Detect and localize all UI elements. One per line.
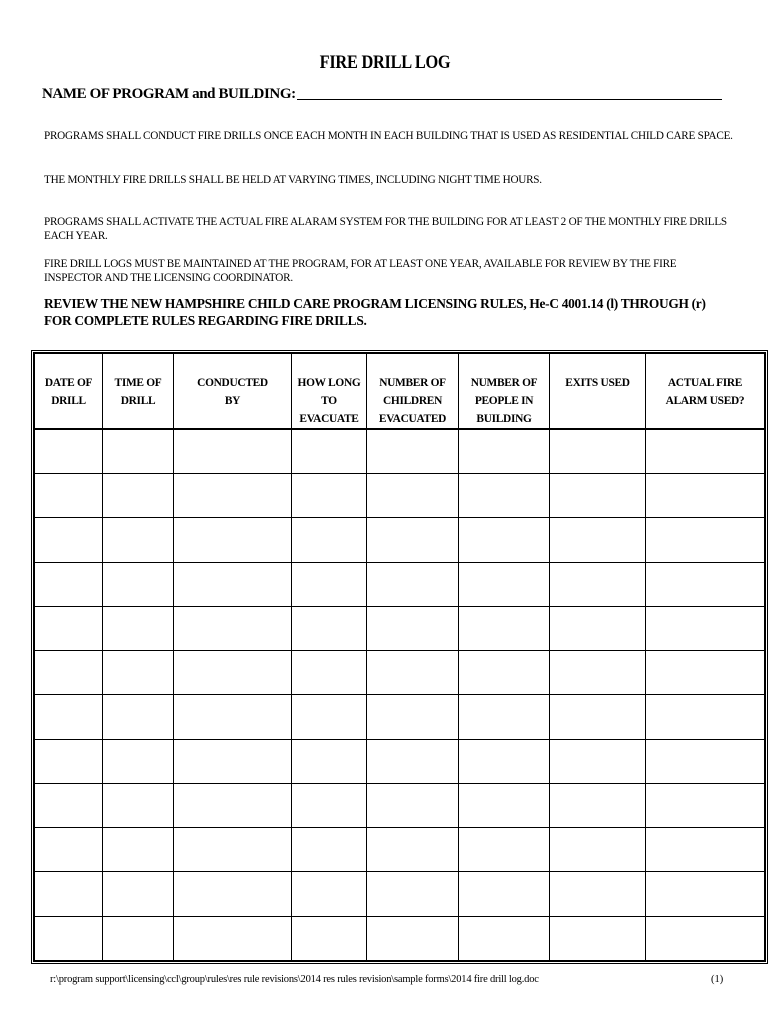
table-cell-how-long-to-evacuate[interactable] [292,651,367,695]
table-cell-actual-fire-alarm-used[interactable] [646,651,765,695]
table-cell-how-long-to-evacuate[interactable] [292,739,367,783]
table-row [35,828,765,872]
table-cell-number-of-people-in-building[interactable] [459,518,550,562]
table-cell-number-of-children-evacuated[interactable] [367,429,459,474]
instruction-alarm-system: PROGRAMS SHALL ACTIVATE THE ACTUAL FIRE ALARAM SYSTEM FOR THE BUILDING FOR AT LEAST 2 OF THE MONTHLY FIRE DRILLS EACH YEAR. [44,216,727,242]
table-cell-date-of-drill[interactable] [35,429,103,474]
table-cell-actual-fire-alarm-used[interactable] [646,695,765,739]
column-header-actual-fire-alarm-used: ACTUAL FIRE ALARM USED? [646,354,765,430]
table-row [35,916,765,960]
table-cell-time-of-drill[interactable] [103,518,174,562]
table-cell-how-long-to-evacuate[interactable] [292,429,367,474]
table-cell-how-long-to-evacuate[interactable] [292,562,367,606]
column-header-date-of-drill: DATE OF DRILL [35,354,103,430]
table-cell-number-of-children-evacuated[interactable] [367,474,459,518]
table-cell-time-of-drill[interactable] [103,651,174,695]
table-cell-exits-used[interactable] [550,651,646,695]
table-row [35,651,765,695]
table-cell-exits-used[interactable] [550,606,646,650]
table-cell-number-of-people-in-building[interactable] [459,651,550,695]
table-cell-exits-used[interactable] [550,562,646,606]
column-header-time-of-drill: TIME OF DRILL [103,354,174,430]
table-cell-actual-fire-alarm-used[interactable] [646,916,765,960]
table-cell-number-of-people-in-building[interactable] [459,828,550,872]
table-cell-number-of-people-in-building[interactable] [459,606,550,650]
table-cell-number-of-children-evacuated[interactable] [367,651,459,695]
table-cell-actual-fire-alarm-used[interactable] [646,872,765,916]
table-row [35,783,765,827]
table-row [35,606,765,650]
table-cell-number-of-people-in-building[interactable] [459,562,550,606]
footer-file-path: r:\program support\licensing\ccl\group\rules\res rule revisions\2014 res rules revision\sample forms\2014 fire drill log.doc [50,974,539,985]
table-cell-number-of-children-evacuated[interactable] [367,872,459,916]
column-header-number-of-children-evacuated: NUMBER OF CHILDREN EVACUATED [367,354,459,430]
table-cell-conducted-by[interactable] [174,872,292,916]
table-cell-number-of-children-evacuated[interactable] [367,695,459,739]
table-cell-conducted-by[interactable] [174,695,292,739]
table-cell-exits-used[interactable] [550,916,646,960]
table-cell-number-of-people-in-building[interactable] [459,783,550,827]
table-body [35,429,765,961]
table-cell-date-of-drill[interactable] [35,562,103,606]
table-cell-actual-fire-alarm-used[interactable] [646,474,765,518]
footer-page-number: (1) [711,974,724,985]
program-name-label: NAME OF PROGRAM and BUILDING: [42,86,296,102]
table-cell-number-of-children-evacuated[interactable] [367,783,459,827]
column-header-conducted-by: CONDUCTED BY [174,354,292,430]
table-row [35,429,765,474]
table-cell-number-of-children-evacuated[interactable] [367,606,459,650]
column-header-how-long-to-evacuate: HOW LONG TO EVACUATE [292,354,367,430]
table-cell-date-of-drill[interactable] [35,695,103,739]
table-cell-time-of-drill[interactable] [103,606,174,650]
table-cell-conducted-by[interactable] [174,828,292,872]
table-cell-number-of-people-in-building[interactable] [459,916,550,960]
table-cell-date-of-drill[interactable] [35,651,103,695]
table-cell-number-of-people-in-building[interactable] [459,429,550,474]
table-cell-conducted-by[interactable] [174,429,292,474]
table-cell-date-of-drill[interactable] [35,783,103,827]
table-cell-time-of-drill[interactable] [103,695,174,739]
table-cell-actual-fire-alarm-used[interactable] [646,429,765,474]
table-cell-how-long-to-evacuate[interactable] [292,695,367,739]
table-cell-number-of-children-evacuated[interactable] [367,562,459,606]
instruction-review-rules: REVIEW THE NEW HAMPSHIRE CHILD CARE PROGRAM LICENSING RULES, He-C 4001.14 (l) THROUGH (r) FOR COMPLETE RULES REGARDING FIRE DRILLS. [44,296,706,328]
program-name-field[interactable] [297,85,722,100]
table-cell-actual-fire-alarm-used[interactable] [646,783,765,827]
table-cell-how-long-to-evacuate[interactable] [292,828,367,872]
table-cell-time-of-drill[interactable] [103,562,174,606]
table-header-row [35,354,765,430]
table-cell-date-of-drill[interactable] [35,606,103,650]
table-cell-number-of-people-in-building[interactable] [459,739,550,783]
table-cell-how-long-to-evacuate[interactable] [292,474,367,518]
table-cell-actual-fire-alarm-used[interactable] [646,562,765,606]
table-cell-exits-used[interactable] [550,695,646,739]
table-cell-time-of-drill[interactable] [103,916,174,960]
table-cell-exits-used[interactable] [550,474,646,518]
table-cell-how-long-to-evacuate[interactable] [292,518,367,562]
table-cell-exits-used[interactable] [550,739,646,783]
column-header-number-of-people-in-building: NUMBER OF PEOPLE IN BUILDING [459,354,550,430]
table-row [35,872,765,916]
program-name-row [42,85,722,103]
table-row [35,562,765,606]
column-header-exits-used: EXITS USED [550,354,646,430]
table-cell-time-of-drill[interactable] [103,783,174,827]
table-cell-time-of-drill[interactable] [103,872,174,916]
table-cell-conducted-by[interactable] [174,518,292,562]
table-cell-exits-used[interactable] [550,518,646,562]
table-row [35,518,765,562]
table-row [35,739,765,783]
table-cell-how-long-to-evacuate[interactable] [292,606,367,650]
table-cell-time-of-drill[interactable] [103,474,174,518]
table-cell-actual-fire-alarm-used[interactable] [646,828,765,872]
table-cell-date-of-drill[interactable] [35,739,103,783]
table-cell-exits-used[interactable] [550,872,646,916]
table-cell-time-of-drill[interactable] [103,429,174,474]
table-row [35,474,765,518]
table-cell-number-of-children-evacuated[interactable] [367,518,459,562]
table-cell-number-of-children-evacuated[interactable] [367,739,459,783]
table-cell-date-of-drill[interactable] [35,916,103,960]
table-cell-conducted-by[interactable] [174,474,292,518]
table-cell-conducted-by[interactable] [174,562,292,606]
table-cell-number-of-children-evacuated[interactable] [367,916,459,960]
table-cell-number-of-people-in-building[interactable] [459,872,550,916]
table-cell-date-of-drill[interactable] [35,474,103,518]
table-cell-number-of-people-in-building[interactable] [459,695,550,739]
table-cell-exits-used[interactable] [550,429,646,474]
table-cell-conducted-by[interactable] [174,783,292,827]
table-cell-exits-used[interactable] [550,783,646,827]
instruction-varying-times: THE MONTHLY FIRE DRILLS SHALL BE HELD AT VARYING TIMES, INCLUDING NIGHT TIME HOURS. [44,174,542,186]
table-cell-date-of-drill[interactable] [35,828,103,872]
table-cell-exits-used[interactable] [550,828,646,872]
table-cell-conducted-by[interactable] [174,916,292,960]
table-row [35,695,765,739]
table-cell-conducted-by[interactable] [174,651,292,695]
page-title: FIRE DRILL LOG [319,52,451,73]
table-cell-conducted-by[interactable] [174,606,292,650]
table-cell-how-long-to-evacuate[interactable] [292,916,367,960]
instruction-log-retention: FIRE DRILL LOGS MUST BE MAINTAINED AT THE PROGRAM, FOR AT LEAST ONE YEAR, AVAILABLE FOR REVIEW BY THE FIRE INSPECTOR AND THE LICENSING COORDINATOR. [44,258,677,284]
table-cell-date-of-drill[interactable] [35,872,103,916]
table-cell-time-of-drill[interactable] [103,739,174,783]
table-cell-how-long-to-evacuate[interactable] [292,872,367,916]
table-cell-actual-fire-alarm-used[interactable] [646,606,765,650]
table-cell-how-long-to-evacuate[interactable] [292,783,367,827]
table-cell-actual-fire-alarm-used[interactable] [646,739,765,783]
instruction-monthly-drills: PROGRAMS SHALL CONDUCT FIRE DRILLS ONCE EACH MONTH IN EACH BUILDING THAT IS USED AS RESIDENTIAL CHILD CARE SPACE. [44,130,733,142]
table-cell-number-of-children-evacuated[interactable] [367,828,459,872]
table-cell-date-of-drill[interactable] [35,518,103,562]
table-cell-actual-fire-alarm-used[interactable] [646,518,765,562]
table-cell-number-of-people-in-building[interactable] [459,474,550,518]
table-cell-conducted-by[interactable] [174,739,292,783]
table-cell-time-of-drill[interactable] [103,828,174,872]
fire-drill-log-table [31,350,768,964]
